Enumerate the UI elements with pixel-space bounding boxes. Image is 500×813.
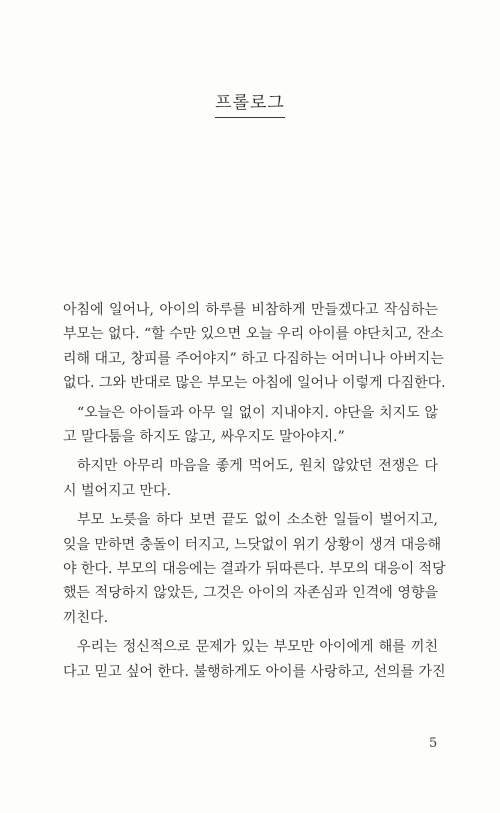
text-line: 부모 노릇을 하다 보면 끝도 없이 소소한 일들이 벌어지고, [77, 512, 438, 529]
paragraph [63, 401, 438, 450]
text-line: “오늘은 아이들과 아무 일 없이 지내야지. 야단을 치지도 않 [77, 404, 438, 421]
text-line: 했든 적당하지 않았든, 그것은 아이의 자존심과 인격에 영향을 [63, 585, 438, 602]
paragraph [63, 454, 438, 503]
paragraph [63, 298, 446, 396]
text-line: 없다. 그와 반대로 많은 부모는 아침에 일어나 이렇게 다짐한다. [63, 375, 446, 392]
text-line: 잊을 만하면 충돌이 터지고, 느닷없이 위기 상황이 생겨 대응해 [63, 536, 442, 553]
text-line: 다고 믿고 싶어 한다. 불행하게도 아이를 사랑하고, 선의를 가진 [63, 663, 446, 680]
text-line: 우리는 정신적으로 문제가 있는 부모만 아이에게 해를 끼친 [77, 639, 438, 656]
text-line: 하지만 아무리 마음을 좋게 먹어도, 원치 않았던 전쟁은 다 [77, 458, 438, 475]
text-line: 야 한다. 부모의 대응에는 결과가 뒤따른다. 부모의 대응이 적당 [63, 561, 446, 578]
page-number: 5 [429, 736, 438, 751]
text-line: 부모는 없다. “할 수만 있으면 오늘 우리 아이를 야단치고, 잔소 [63, 326, 444, 343]
paragraph [63, 635, 446, 684]
chapter-title: 프롤로그 [215, 88, 285, 118]
text-line: 시 벌어지고 만다. [63, 482, 172, 499]
text-line: 고 말다툼을 하지도 않고, 싸우지도 말아야지.” [63, 429, 345, 446]
text-line: 아침에 일어나, 아이의 하루를 비참하게 만들겠다고 작심하는 [63, 302, 438, 318]
text-line: 끼친다. [63, 609, 109, 626]
body-text [63, 298, 446, 689]
paragraph [63, 508, 446, 630]
title-block [0, 88, 500, 118]
text-line: 리해 대고, 창피를 주어야지” 하고 다짐하는 어머니나 아버지는 [63, 350, 444, 367]
